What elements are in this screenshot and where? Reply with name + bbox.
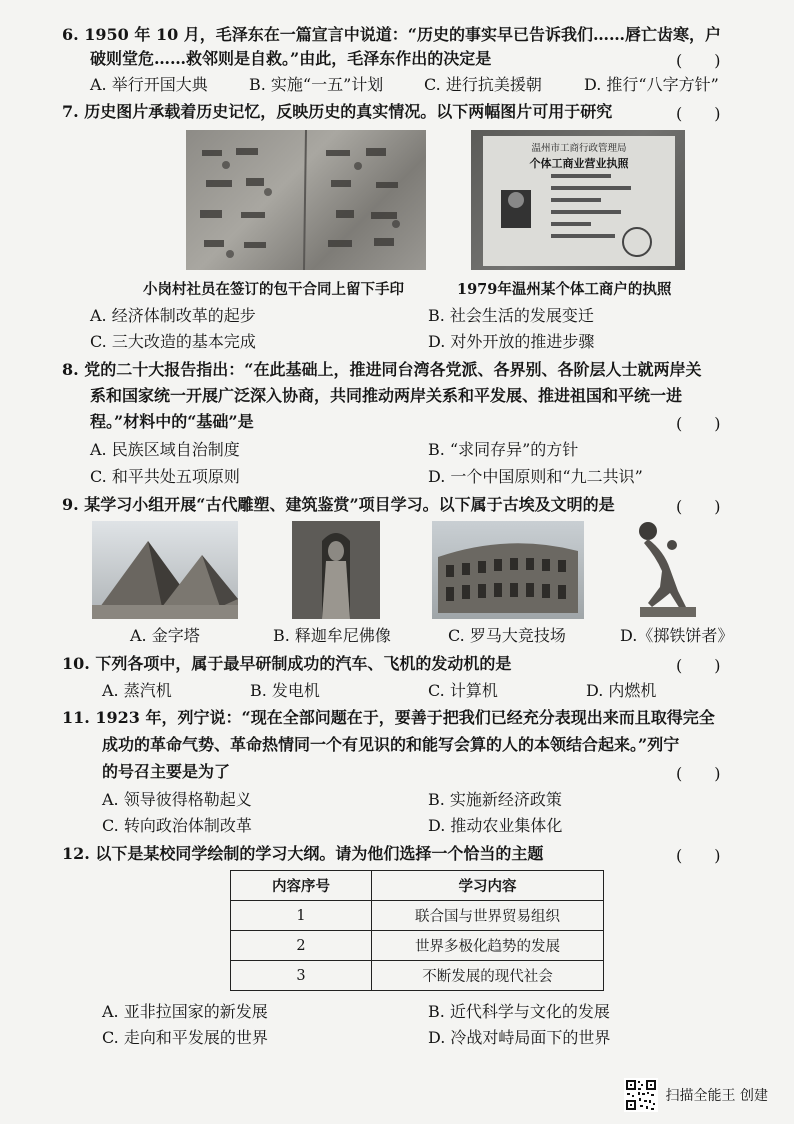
question-stem-line: 系和国家统一开展广泛深入协商，共同推动两岸关系和平发展、推进祖国和平统一进 [90,386,683,405]
option-a[interactable]: A. 金字塔 [130,626,200,645]
option-a[interactable]: A. 经济体制改革的起步 [90,306,256,325]
option-b[interactable]: B. 实施新经济政策 [428,790,562,809]
table-row [231,961,604,991]
question-stem-line: 12. 以下是某校同学绘制的学习大纲。请为他们选择一个恰当的主题 [62,844,544,863]
table-cell: 世界多极化趋势的发展 [372,931,604,961]
table-cell: 不断发展的现代社会 [372,961,604,991]
table-cell: 3 [231,961,372,991]
answer-paren: ( ) [676,51,721,70]
business-license-photo [471,130,685,270]
option-b[interactable]: B. “求同存异”的方针 [428,440,579,459]
table-row [231,901,604,931]
photo-caption: 小岗村社员在签订的包干合同上留下手印 [143,281,404,298]
license-title: 个体工商业营业执照 [529,157,629,170]
option-c[interactable]: C. 转向政治体制改革 [102,816,252,835]
option-d[interactable]: D. 一个中国原则和“九二共识” [428,467,643,486]
study-outline-table [230,870,604,991]
table-cell: 2 [231,931,372,961]
option-c[interactable]: C. 和平共处五项原则 [90,467,240,486]
option-c[interactable]: C. 三大改造的基本完成 [90,332,256,351]
contract-handprint-photo [186,130,426,270]
question-stem-line: 11. 1923 年，列宁说：“现在全部问题在于，要善于把我们已经充分表现出来而且取得完全 [62,708,715,727]
question-stem-line: 成功的革命气势、革命热情同一个有见识的和能写会算的人的本领结合起来。”列宁 [102,735,680,754]
answer-paren: ( ) [676,104,721,123]
option-b[interactable]: B. 近代科学与文化的发展 [428,1002,610,1021]
option-d[interactable]: D.《掷铁饼者》 [620,626,734,645]
buddha-statue-photo [292,521,380,619]
table-cell: 1 [231,901,372,931]
answer-paren: ( ) [676,846,721,865]
option-c[interactable]: C. 罗马大竞技场 [448,626,566,645]
option-c[interactable]: C. 进行抗美援朝 [424,75,542,94]
discobolus-statue-photo [634,521,700,619]
option-a[interactable]: A. 蒸汽机 [102,681,172,700]
table-header: 内容序号 [231,871,372,901]
question-stem-line: 破则堂危……救邻则是自救。”由此，毛泽东作出的决定是 [90,49,492,68]
table-cell: 联合国与世界贸易组织 [372,901,604,931]
option-a[interactable]: A. 举行开国大典 [90,75,208,94]
photo-caption: 1979年温州某个体工商户的执照 [457,281,672,298]
option-b[interactable]: B. 社会生活的发展变迁 [428,306,594,325]
option-a[interactable]: A. 民族区域自治制度 [90,440,240,459]
option-a[interactable]: A. 亚非拉国家的新发展 [102,1002,268,1021]
answer-paren: ( ) [676,764,721,783]
qr-code-icon [624,1078,658,1112]
question-stem-line: 10. 下列各项中，属于最早研制成功的汽车、飞机的发动机的是 [62,654,512,673]
question-stem-line: 9. 某学习小组开展“古代雕塑、建筑鉴赏”项目学习。以下属于古埃及文明的是 [62,495,615,514]
table-row [231,931,604,961]
answer-paren: ( ) [676,497,721,516]
option-d[interactable]: D. 推动农业集体化 [428,816,563,835]
question-stem-line: 的号召主要是为了 [102,762,231,781]
question-stem-line: 7. 历史图片承载着历史记忆，反映历史的真实情况。以下两幅图片可用于研究 [62,102,613,121]
answer-paren: ( ) [676,656,721,675]
option-d[interactable]: D. 冷战对峙局面下的世界 [428,1028,611,1047]
option-b[interactable]: B. 释迦牟尼佛像 [273,626,391,645]
question-stem-line: 程。”材料中的“基础”是 [90,412,254,431]
question-stem-line: 8. 党的二十大报告指出：“在此基础上，推进同台湾各党派、各界别、各阶层人士就两岸关 [62,360,702,379]
watermark-text: 扫描全能王 创建 [665,1088,768,1104]
option-d[interactable]: D. 推行“八字方针” [584,75,719,94]
option-c[interactable]: C. 走向和平发展的世界 [102,1028,268,1047]
question-stem-line: 6. 1950 年 10 月，毛泽东在一篇宣言中说道：“历史的事实早已告诉我们……唇亡齿寒，户 [62,25,721,44]
license-authority: 温州市工商行政管理局 [531,143,627,154]
option-b[interactable]: B. 实施“一五”计划 [249,75,384,94]
option-d[interactable]: D. 对外开放的推进步骤 [428,332,595,351]
scanner-watermark [624,1078,768,1112]
option-d[interactable]: D. 内燃机 [586,681,657,700]
option-b[interactable]: B. 发电机 [250,681,320,700]
pyramids-photo [92,521,238,619]
table-header: 学习内容 [372,871,604,901]
colosseum-photo [432,521,584,619]
option-c[interactable]: C. 计算机 [428,681,498,700]
answer-paren: ( ) [676,414,721,433]
option-a[interactable]: A. 领导彼得格勒起义 [102,790,252,809]
